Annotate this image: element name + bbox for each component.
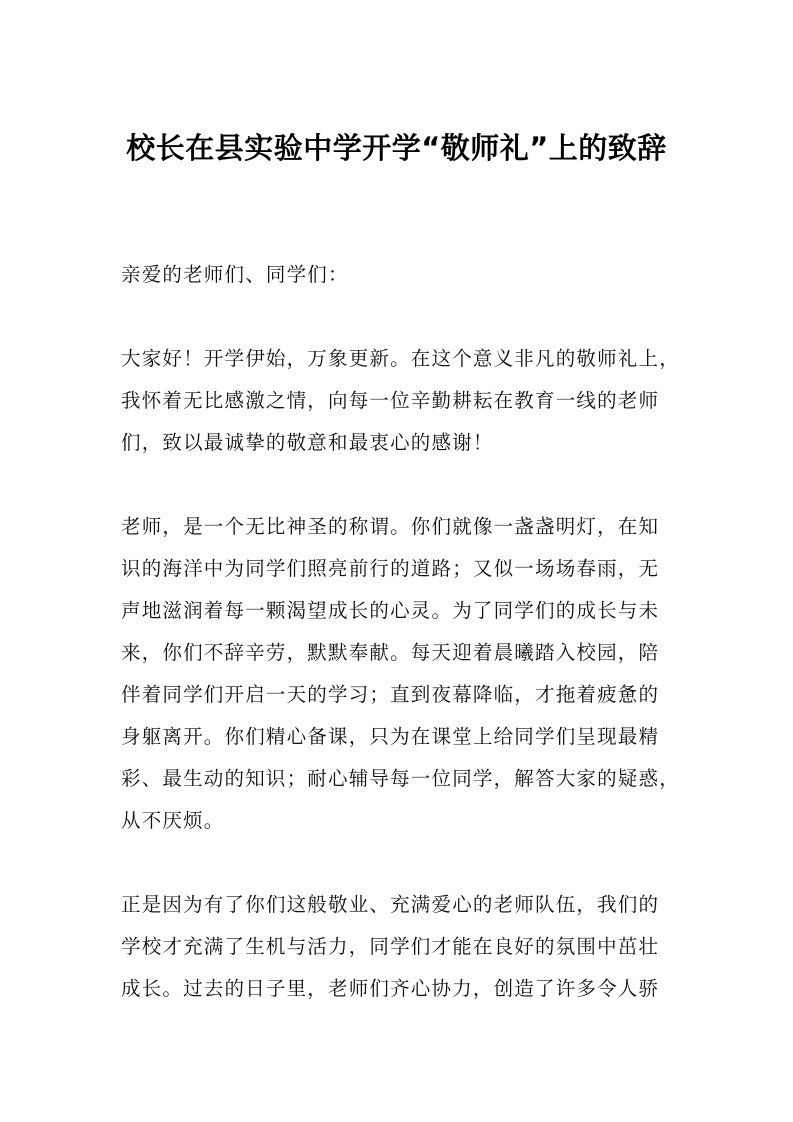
- document-title: 校长在县实验中学开学“敬师礼”上的致辞: [126, 131, 667, 165]
- text-line: 声地滋润着每一颗渴望成长的心灵。为了同学们的成长与未: [121, 599, 660, 622]
- paragraph-teacher-praise: [121, 506, 687, 842]
- text-line: 从不厌烦。: [121, 809, 225, 832]
- paragraph-spacer: [121, 296, 687, 338]
- text-line: 大家好！开学伊始，万象更新。在这个意义非凡的敬师礼上，: [121, 347, 680, 370]
- text-line: 身躯离开。你们精心备课，只为在课堂上给同学们呈现最精: [121, 725, 660, 748]
- text-line: 来，你们不辞辛劳，默默奉献。每天迎着晨曦踏入校园，陪: [121, 641, 660, 664]
- paragraph-school-vitality: [121, 884, 687, 1010]
- text-line: 学校才充满了生机与活力，同学们才能在良好的氛围中茁壮: [121, 935, 660, 958]
- paragraph-spacer: [121, 842, 687, 884]
- text-line: 彩、最生动的知识；耐心辅导每一位同学，解答大家的疑惑，: [121, 767, 680, 790]
- text-line: 成长。过去的日子里，老师们齐心协力，创造了许多令人骄: [121, 977, 660, 1000]
- text-line: 们，致以最诚挚的敬意和最衷心的感谢！: [121, 431, 494, 454]
- document-body: [121, 254, 687, 1010]
- salutation: 亲爱的老师们、同学们：: [121, 263, 349, 286]
- text-line: 正是因为有了你们这般敬业、充满爱心的老师队伍，我们的: [121, 893, 660, 916]
- paragraph-spacer: [121, 464, 687, 506]
- text-line: 我怀着无比感激之情，向每一位辛勤耕耘在教育一线的老师: [121, 389, 660, 412]
- text-line: 识的海洋中为同学们照亮前行的道路；又似一场场春雨，无: [121, 557, 660, 580]
- text-line: 老师，是一个无比神圣的称谓。你们就像一盏盏明灯，在知: [121, 515, 660, 538]
- text-line: 伴着同学们开启一天的学习；直到夜幕降临，才拖着疲惫的: [121, 683, 660, 706]
- paragraph-greeting: [121, 338, 687, 464]
